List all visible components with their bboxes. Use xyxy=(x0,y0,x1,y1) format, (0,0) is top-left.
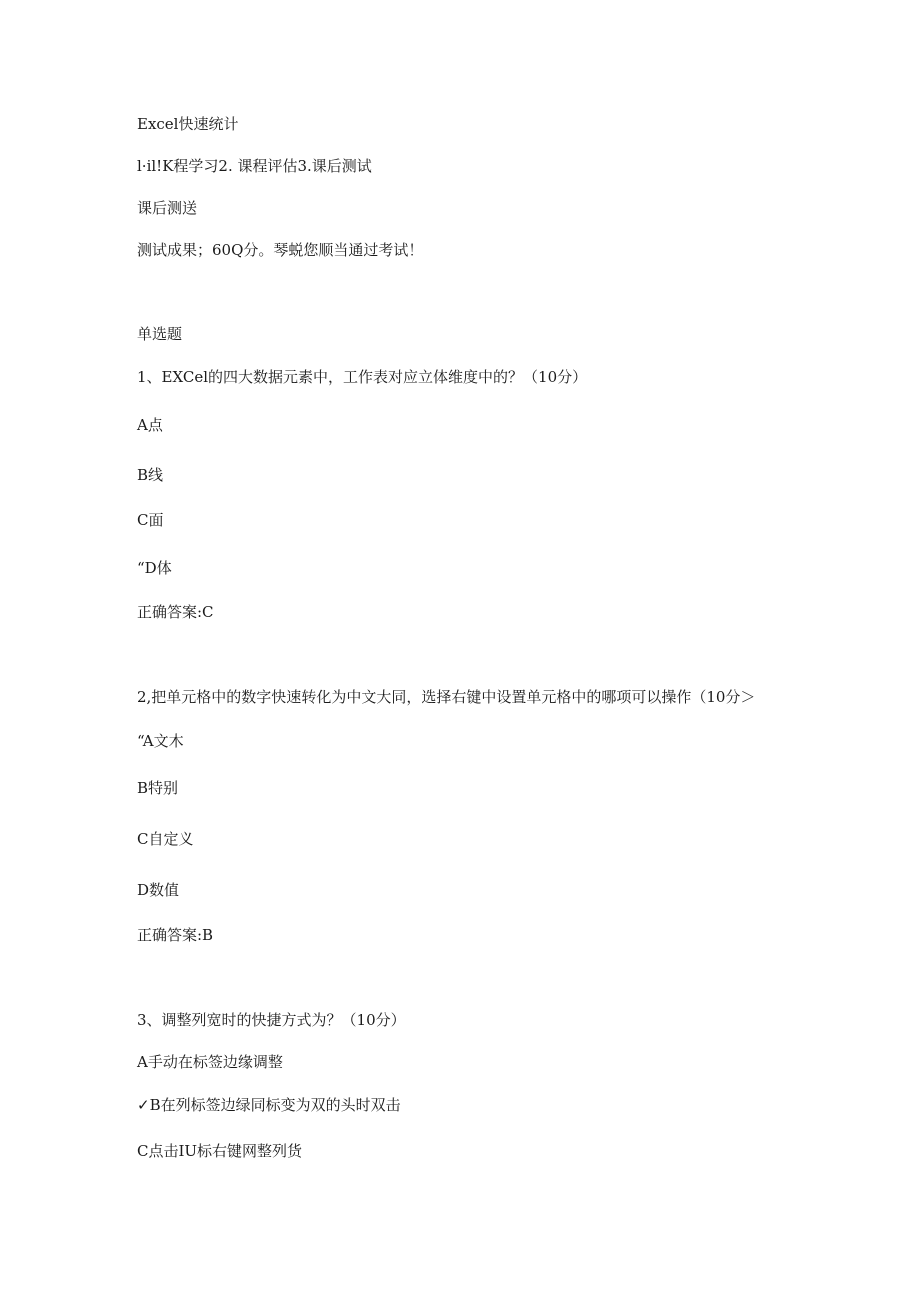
section-heading: 课后测送 xyxy=(137,199,198,217)
question-1-answer: 正确答案:C xyxy=(137,603,214,621)
question-3-option-b[interactable]: ✓B在列标签边绿同标变为双的头时双击 xyxy=(137,1096,401,1114)
doc-title: Excel快速统计 xyxy=(137,115,239,133)
question-3-prompt: 3、调整列宽时的快捷方式为？（10分） xyxy=(137,1011,406,1029)
question-2-option-a[interactable]: “A文木 xyxy=(137,732,184,750)
question-3-option-a[interactable]: A手动在标签边缘调整 xyxy=(137,1053,283,1071)
question-3-option-c[interactable]: C点击IU标右键网整列货 xyxy=(137,1142,303,1160)
question-2-option-d[interactable]: D数值 xyxy=(137,881,180,899)
question-2-option-c[interactable]: C自定义 xyxy=(137,830,194,848)
question-2-prompt: 2,把单元格中的数字快速转化为中文大同，选择右键中设置单元格中的哪项可以操作（10分＞ xyxy=(137,688,756,706)
breadcrumb: l·il!K程学习2. 课程评估3.课后测试 xyxy=(137,157,372,175)
question-1-option-d[interactable]: “D体 xyxy=(137,559,172,577)
question-1-prompt: 1、EXCel的四大数据元素中，工作表对应立体维度中的？（10分） xyxy=(137,368,588,386)
question-2-answer: 正确答案:B xyxy=(137,926,214,944)
test-result: 测试成果；60Q分。琴蜕您顺当通过考试！ xyxy=(137,241,424,259)
question-type-label: 单选题 xyxy=(137,325,183,343)
question-2-option-b[interactable]: B特别 xyxy=(137,779,179,797)
question-1-option-b[interactable]: B线 xyxy=(137,466,164,484)
question-1-option-a[interactable]: A点 xyxy=(137,416,163,434)
question-1-option-c[interactable]: C面 xyxy=(137,511,164,529)
